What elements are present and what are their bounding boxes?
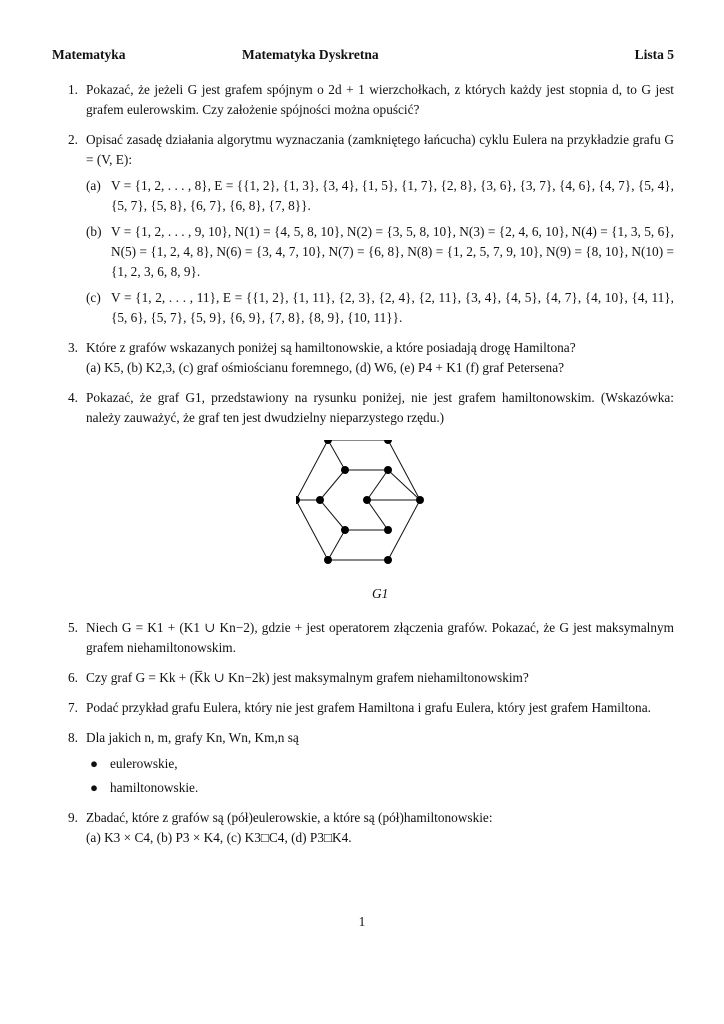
- task-text: Czy graf G = Kk + (K̅k ∪ Kn−2k) jest maksymalnym grafem niehamiltonowskim?: [86, 670, 529, 685]
- bullet-list: [86, 754, 674, 798]
- bullet-text: hamiltonowskie.: [110, 780, 199, 795]
- graph-edge: [328, 530, 345, 560]
- graph-edges: [296, 440, 420, 560]
- task-number: 4.: [68, 390, 78, 405]
- header-list-number: Lista 5: [634, 47, 674, 62]
- graph-vertex: [416, 496, 424, 504]
- task-number: 5.: [68, 620, 78, 635]
- graph-edge: [296, 440, 328, 500]
- bullet-icon: ●: [90, 756, 99, 771]
- graph-vertex: [384, 526, 392, 534]
- task-text: Zbadać, które z grafów są (pół)eulerowskie, a które są (pół)hamiltonowskie:: [86, 810, 493, 825]
- page-number: 1: [358, 914, 366, 929]
- subtask-label: (a): [86, 178, 101, 193]
- graph-vertex: [384, 440, 392, 444]
- task-options: (a) K3 × C4, (b) P3 × K4, (c) K3□C4, (d) P3□K4.: [86, 830, 352, 845]
- graph-edge: [328, 440, 345, 470]
- task-text: Pokazać, że jeżeli G jest grafem spójnym o 2d + 1 wierzchołkach, z których każdy jest stopnia d, to G jest grafem eulerowskim. Czy założenie spójności można opuścić?: [86, 82, 674, 117]
- graph-vertex: [324, 440, 332, 444]
- task-text: Pokazać, że graf G1, przedstawiony na rysunku poniżej, nie jest grafem hamiltonowskim. (Wskazówka: należy zauważyć, że graf ten jest dwudzielny nieparzystego rzędu.): [86, 390, 674, 425]
- task-2: [52, 130, 674, 328]
- graph-vertices: [296, 440, 424, 564]
- graph-edge: [320, 470, 345, 500]
- task-text: Opisać zasadę działania algorytmu wyznaczania (zamkniętego łańcucha) cyklu Eulera na przykładzie grafu G = (V, E):: [86, 132, 674, 167]
- header-course: Matematyka: [52, 47, 126, 62]
- bullet-icon: ●: [90, 780, 99, 795]
- task-text: Które z grafów wskazanych poniżej są hamiltonowskie, a które posiadają drogę Hamiltona?: [86, 340, 576, 355]
- task-5: [52, 618, 674, 658]
- graph-edge: [388, 440, 420, 500]
- task-number: 2.: [68, 132, 78, 147]
- subtask-a: [86, 176, 674, 216]
- task-number: 1.: [68, 82, 78, 97]
- subtask-text: V = {1, 2, . . . , 9, 10}, N(1) = {4, 5, 8, 10}, N(2) = {3, 5, 8, 10}, N(3) = {2, 4, 6, 10}, N(4) = {1, 3, 5, 6}, N(5) = {1, 2, 4, 8}, N(6) = {3, 4, 7, 10}, N(7) = {6, 8}, N(8) = {1, 2, 5, 7, 9, 10}, N(9) = {8, 10}, N(10) = {1, 2, 3, 6, 8, 9}.: [111, 224, 674, 279]
- task-7: [52, 698, 674, 718]
- header-title: Matematyka Dyskretna: [242, 47, 379, 62]
- task-text: Podać przykład grafu Eulera, który nie jest grafem Hamiltona i grafu Eulera, który jest grafem Hamiltona.: [86, 700, 651, 715]
- graph-vertex: [316, 496, 324, 504]
- graph-vertex: [341, 466, 349, 474]
- page-header: [52, 45, 674, 65]
- graph-vertex: [363, 496, 371, 504]
- subtask-label: (b): [86, 224, 102, 239]
- graph-g1-diagram: [296, 440, 448, 580]
- subtask-label: (c): [86, 290, 101, 305]
- task-number: 3.: [68, 340, 78, 355]
- graph-figure: [52, 432, 674, 610]
- graph-edge: [296, 500, 328, 560]
- graph-edge: [367, 500, 388, 530]
- graph-edge: [388, 470, 420, 500]
- graph-edge: [388, 500, 420, 560]
- graph-edge: [367, 470, 388, 500]
- graph-vertex: [384, 466, 392, 474]
- task-9: [52, 808, 674, 848]
- figure-caption: G1: [372, 586, 389, 601]
- task-list: [52, 80, 674, 858]
- task-8: [52, 728, 674, 798]
- subtask-c: [86, 288, 674, 328]
- task-text: Dla jakich n, m, grafy Kn, Wn, Km,n są: [86, 730, 299, 745]
- task-6: [52, 668, 674, 688]
- task-number: 7.: [68, 700, 78, 715]
- task-4: [52, 388, 674, 428]
- subtask-text: V = {1, 2, . . . , 11}, E = {{1, 2}, {1, 11}, {2, 3}, {2, 4}, {2, 11}, {3, 4}, {4, 5}, {4, 7}, {4, 10}, {4, 11}, {5, 6}, {5, 7}, {5, 9}, {6, 9}, {7, 8}, {8, 9}, {10, 11}}.: [111, 290, 674, 325]
- task-number: 8.: [68, 730, 78, 745]
- task-options: (a) K5, (b) K2,3, (c) graf ośmiościanu foremnego, (d) W6, (e) P4 + K1 (f) graf Petersena?: [86, 360, 565, 375]
- task-text: Niech G = K1 + (K1 ∪ Kn−2), gdzie + jest operatorem złączenia grafów. Pokazać, że G jest maksymalnym grafem niehamiltonowskim.: [86, 620, 674, 655]
- subtask-b: [86, 222, 674, 282]
- graph-vertex: [384, 556, 392, 564]
- task-number: 6.: [68, 670, 78, 685]
- bullet-item: [86, 754, 674, 774]
- subtask-text: V = {1, 2, . . . , 8}, E = {{1, 2}, {1, 3}, {3, 4}, {1, 5}, {1, 7}, {2, 8}, {3, 6}, {3, 7}, {4, 6}, {4, 7}, {5, 4}, {5, 7}, {5, 8}, {6, 7}, {6, 8}, {7, 8}}.: [111, 178, 674, 213]
- bullet-text: eulerowskie,: [110, 756, 178, 771]
- graph-vertex: [324, 556, 332, 564]
- task-1: [52, 80, 674, 120]
- graph-vertex: [296, 496, 300, 504]
- task-number: 9.: [68, 810, 78, 825]
- bullet-item: [86, 778, 674, 798]
- task-3: [52, 338, 674, 378]
- graph-vertex: [341, 526, 349, 534]
- graph-edge: [320, 500, 345, 530]
